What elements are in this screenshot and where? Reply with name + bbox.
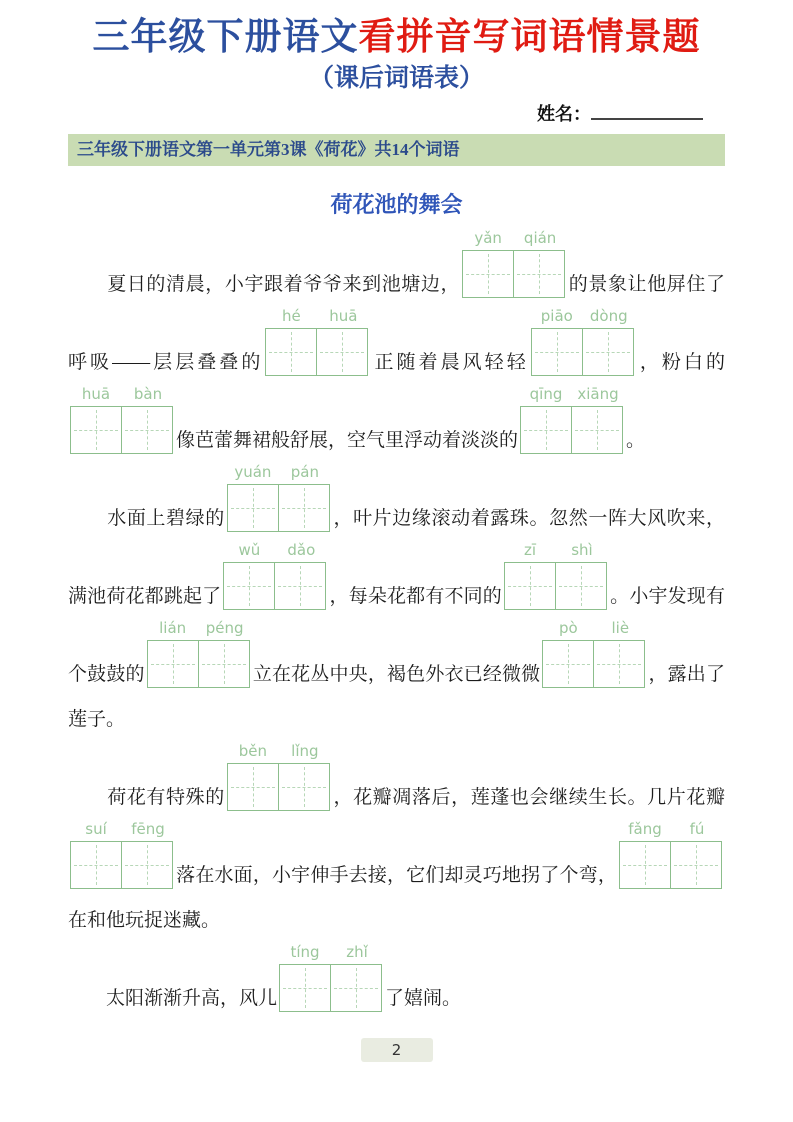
- lesson-banner: 三年级下册语文第一单元第3课《荷花》共14个词语: [68, 134, 725, 166]
- writing-grid: [462, 250, 566, 298]
- writing-cell: [121, 841, 173, 889]
- pinyin-row: [279, 943, 383, 964]
- pinyin-syllable: lǐng: [291, 742, 319, 760]
- page-number-badge: 2: [361, 1038, 433, 1062]
- writing-grid: [70, 841, 174, 889]
- writing-cell: [504, 562, 556, 610]
- story-text: 落在水面，小宇伸手去接，它们却灵巧地拐了个弯，: [176, 865, 617, 886]
- pinyin-syllable: piāo: [540, 307, 573, 325]
- writing-grid: [520, 406, 624, 454]
- writing-cell: [278, 763, 330, 811]
- story-text: ，粉白的: [636, 352, 725, 373]
- paragraph: [68, 742, 725, 943]
- pinyin-word-box: [520, 385, 624, 454]
- writing-grid: [147, 640, 251, 688]
- story-text: ，花瓣凋落后，莲蓬也会继续生长。几片花瓣: [332, 787, 725, 808]
- pinyin-row: [227, 463, 331, 484]
- story-text: 太阳渐渐升高，风儿: [68, 988, 278, 1009]
- pinyin-syllable: fēng: [131, 820, 165, 838]
- story-text: 了嬉闹。: [385, 988, 462, 1009]
- pinyin-row: [531, 307, 635, 328]
- pinyin-word-box: [542, 619, 646, 688]
- page-title-blue-part: 三年级下册语文: [92, 17, 359, 58]
- writing-grid: [279, 964, 383, 1012]
- pinyin-word-box: [227, 463, 331, 532]
- writing-grid: [265, 328, 369, 376]
- pinyin-syllable: zhǐ: [346, 943, 368, 961]
- writing-cell: [274, 562, 326, 610]
- pinyin-syllable: fú: [689, 820, 705, 838]
- writing-cell: [555, 562, 607, 610]
- writing-cell: [227, 484, 279, 532]
- writing-grid: [531, 328, 635, 376]
- pinyin-row: [542, 619, 646, 640]
- pinyin-word-box: [265, 307, 369, 376]
- writing-grid: [70, 406, 174, 454]
- writing-cell: [227, 763, 279, 811]
- pinyin-syllable: lián: [159, 619, 187, 637]
- pinyin-syllable: dòng: [589, 307, 628, 325]
- writing-cell: [670, 841, 722, 889]
- name-label: 姓名：: [537, 104, 591, 124]
- pinyin-syllable: liè: [611, 619, 630, 637]
- writing-cell: [147, 640, 199, 688]
- writing-cell: [279, 964, 331, 1012]
- pinyin-word-box: [462, 229, 566, 298]
- pinyin-row: [223, 541, 327, 562]
- pinyin-syllable: běn: [238, 742, 267, 760]
- paragraph: [68, 463, 725, 742]
- story-text: ，每朵花都有不同的: [329, 586, 502, 607]
- pinyin-syllable: péng: [205, 619, 244, 637]
- pinyin-syllable: fǎng: [628, 820, 662, 838]
- writing-grid: [542, 640, 646, 688]
- story-body: [68, 229, 725, 1021]
- pinyin-syllable: huā: [329, 307, 358, 325]
- pinyin-syllable: suí: [85, 820, 107, 838]
- pinyin-syllable: wǔ: [238, 541, 261, 559]
- pinyin-row: [520, 385, 624, 406]
- writing-cell: [619, 841, 671, 889]
- pinyin-syllable: yǎn: [474, 229, 502, 247]
- pinyin-row: [265, 307, 369, 328]
- page-title: [68, 16, 725, 60]
- pinyin-row: [227, 742, 331, 763]
- pinyin-word-box: [504, 541, 608, 610]
- pinyin-syllable: xiāng: [577, 385, 619, 403]
- pinyin-row: [619, 820, 723, 841]
- story-text: 。小宇发现有个鼓鼓的: [68, 586, 725, 685]
- pinyin-row: [147, 619, 251, 640]
- writing-cell: [531, 328, 583, 376]
- writing-cell: [542, 640, 594, 688]
- pinyin-syllable: dǎo: [287, 541, 316, 559]
- story-text: 立在花丛中央，褐色外衣已经微微: [252, 664, 541, 685]
- story-text: 水面上碧绿的: [68, 508, 225, 529]
- pinyin-word-box: [619, 820, 723, 889]
- writing-cell: [223, 562, 275, 610]
- pinyin-row: [70, 385, 174, 406]
- writing-cell: [70, 841, 122, 889]
- pinyin-word-box: [531, 307, 635, 376]
- writing-grid: [504, 562, 608, 610]
- writing-grid: [227, 763, 331, 811]
- pinyin-syllable: qīng: [529, 385, 563, 403]
- pinyin-syllable: shì: [571, 541, 593, 559]
- story-text: ，叶片边缘滚动着露珠。忽然一阵大风吹来，满池荷花都跳起了: [68, 508, 725, 607]
- pinyin-syllable: bàn: [133, 385, 163, 403]
- pinyin-word-box: [70, 820, 174, 889]
- writing-grid: [227, 484, 331, 532]
- writing-cell: [198, 640, 250, 688]
- writing-cell: [278, 484, 330, 532]
- writing-grid: [223, 562, 327, 610]
- paragraph: [68, 943, 725, 1021]
- writing-cell: [571, 406, 623, 454]
- pinyin-syllable: huā: [81, 385, 111, 403]
- writing-cell: [513, 250, 565, 298]
- pinyin-row: [462, 229, 566, 250]
- pinyin-word-box: [223, 541, 327, 610]
- paragraph: [68, 229, 725, 463]
- writing-cell: [462, 250, 514, 298]
- story-text: ，露出了莲子。: [68, 664, 725, 730]
- pinyin-word-box: [147, 619, 251, 688]
- writing-cell: [265, 328, 317, 376]
- story-text: 在和他玩捉迷藏。: [68, 910, 221, 931]
- pinyin-syllable: zī: [523, 541, 536, 559]
- pinyin-word-box: [227, 742, 331, 811]
- pinyin-syllable: pò: [558, 619, 578, 637]
- story-text: 夏日的清晨，小宇跟着爷爷来到池塘边，: [68, 274, 461, 295]
- pinyin-syllable: pán: [290, 463, 319, 481]
- pinyin-syllable: tíng: [290, 943, 320, 961]
- name-blank-line: [591, 106, 703, 120]
- writing-cell: [70, 406, 122, 454]
- writing-cell: [593, 640, 645, 688]
- writing-grid: [619, 841, 723, 889]
- writing-cell: [330, 964, 382, 1012]
- pinyin-row: [70, 820, 174, 841]
- story-text: 像芭蕾舞裙般舒展，空气里浮动着淡淡的: [176, 430, 519, 451]
- story-text: 的景象让他屏住了呼吸——层层叠叠的: [68, 274, 725, 373]
- story-text: 正随着晨风轻轻: [371, 352, 529, 373]
- story-text: 。: [626, 430, 646, 451]
- writing-cell: [316, 328, 368, 376]
- writing-cell: [520, 406, 572, 454]
- name-row: [68, 100, 703, 126]
- pinyin-word-box: [279, 943, 383, 1012]
- pinyin-row: [504, 541, 608, 562]
- writing-cell: [582, 328, 634, 376]
- pinyin-word-box: [70, 385, 174, 454]
- story-title: 荷花池的舞会: [330, 192, 463, 217]
- writing-cell: [121, 406, 173, 454]
- page-subtitle: （课后词语表）: [308, 65, 484, 92]
- pinyin-syllable: yuán: [234, 463, 272, 481]
- page-title-red-part: 看拼音写词语情景题: [358, 17, 701, 58]
- pinyin-syllable: qián: [523, 229, 557, 247]
- pinyin-syllable: hé: [282, 307, 301, 325]
- story-text: 荷花有特殊的: [68, 787, 225, 808]
